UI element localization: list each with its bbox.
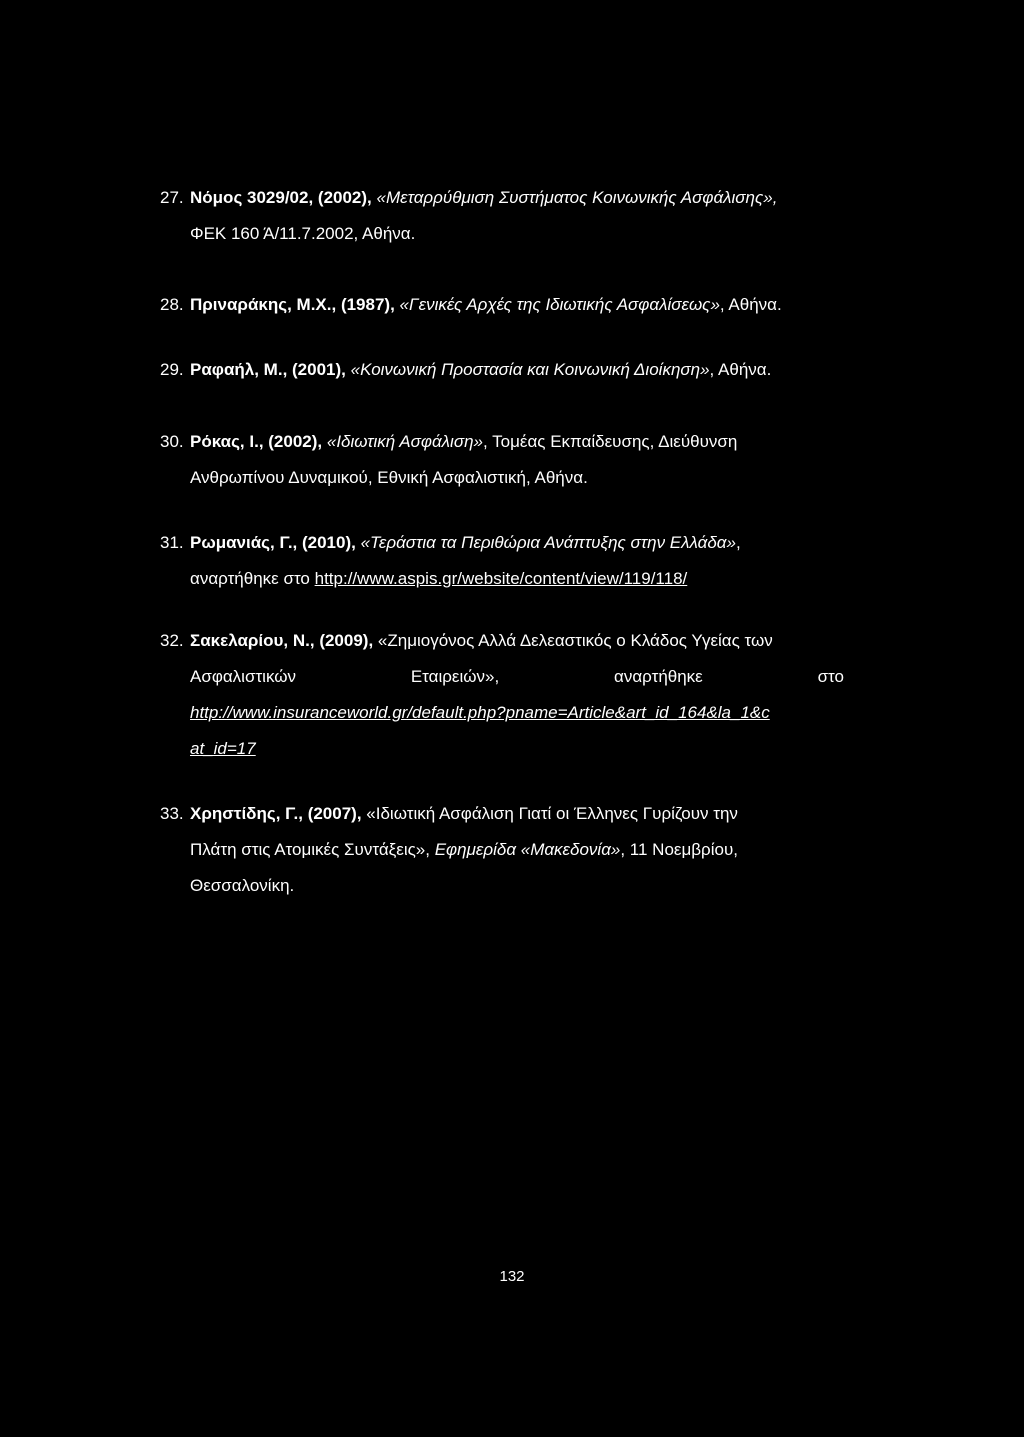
reference-year: (2009), xyxy=(314,631,374,650)
reference-author: Ρωμανιάς, Γ., xyxy=(190,533,298,552)
reference-28 xyxy=(160,287,844,323)
reference-title: «Ιδιωτική Ασφάλιση» xyxy=(322,432,483,451)
reference-details: αναρτήθηκε στο xyxy=(190,569,315,588)
reference-details: Ανθρωπίνου Δυναμικού, Εθνική Ασφαλιστική, Αθήνα. xyxy=(190,468,588,487)
reference-number: 31. xyxy=(160,533,184,552)
reference-year: (2007), xyxy=(302,804,362,823)
reference-link[interactable]: http://www.aspis.gr/website/content/view/119/118/ xyxy=(314,569,688,588)
reference-details: Θεσσαλονίκη. xyxy=(190,876,295,895)
reference-number: 33. xyxy=(160,804,184,823)
reference-line xyxy=(160,561,844,597)
reference-line xyxy=(160,352,844,388)
reference-number: 27. xyxy=(160,188,184,207)
reference-title: «Ιδιωτική Ασφάλιση Γιατί οι Έλληνες Γυρίζουν την xyxy=(361,804,738,823)
reference-line xyxy=(160,287,844,323)
reference-author: Χρηστίδης, Γ., xyxy=(190,804,303,823)
reference-author: Ρόκας, Ι., xyxy=(190,432,264,451)
page-number: 132 xyxy=(499,1268,525,1285)
reference-author: Πριναράκης, Μ.Χ., xyxy=(190,295,337,314)
reference-32 xyxy=(160,623,844,767)
reference-details: , xyxy=(735,533,741,552)
reference-29 xyxy=(160,352,844,388)
reference-number: 29. xyxy=(160,360,184,379)
reference-newspaper: Εφημερίδα «Μακεδονία» xyxy=(429,840,621,859)
reference-details: , Αθήνα. xyxy=(719,295,782,314)
reference-details: , Αθήνα. xyxy=(709,360,772,379)
reference-number: 32. xyxy=(160,631,184,650)
reference-line xyxy=(160,180,844,216)
reference-author: Νόμος 3029/02, xyxy=(190,188,314,207)
reference-31 xyxy=(160,525,844,597)
reference-author: Σακελαρίου, Ν., xyxy=(190,631,315,650)
reference-author: Ραφαήλ, Μ., xyxy=(190,360,288,379)
reference-details: Ασφαλιστικών Εταιρειών», αναρτήθηκε στο xyxy=(190,667,844,686)
reference-link-continued[interactable]: at_id=17 xyxy=(190,739,256,758)
reference-details: ΦΕΚ 160 Ά/11.7.2002, Αθήνα. xyxy=(190,224,416,243)
reference-title: «Μεταρρύθμιση Συστήματος Κοινωνικής Ασφάλισης», xyxy=(371,188,778,207)
reference-number: 30. xyxy=(160,432,184,451)
reference-line xyxy=(160,796,844,832)
reference-line xyxy=(160,832,844,868)
reference-title: «Γενικές Αρχές της Ιδιωτικής Ασφαλίσεως» xyxy=(394,295,720,314)
reference-30 xyxy=(160,424,844,496)
reference-year: (1987), xyxy=(336,295,395,314)
reference-number: 28. xyxy=(160,295,184,314)
reference-year: (2002), xyxy=(313,188,372,207)
reference-title: «Τεράστια τα Περιθώρια Ανάπτυξης στην Ελλάδα» xyxy=(355,533,736,552)
reference-line xyxy=(160,623,844,659)
reference-details: Πλάτη στις Ατομικές Συντάξεις», xyxy=(190,840,430,859)
reference-details: , Τομέας Εκπαίδευσης, Διεύθυνση xyxy=(482,432,738,451)
reference-title: «Κοινωνική Προστασία και Κοινωνική Διοίκηση» xyxy=(345,360,710,379)
reference-year: (2010), xyxy=(297,533,356,552)
reference-33 xyxy=(160,796,844,904)
reference-year: (2001), xyxy=(287,360,346,379)
reference-link[interactable]: http://www.insuranceworld.gr/default.php?pname=Article&art_id_164&la_1&c xyxy=(190,703,770,722)
reference-27 xyxy=(160,180,844,252)
reference-line xyxy=(160,424,844,460)
reference-details: , 11 Νοεμβρίου, xyxy=(620,840,738,859)
reference-title: «Ζημιογόνος Αλλά Δελεαστικός ο Κλάδος Υγείας των xyxy=(373,631,773,650)
reference-year: (2002), xyxy=(263,432,323,451)
reference-line xyxy=(160,525,844,561)
